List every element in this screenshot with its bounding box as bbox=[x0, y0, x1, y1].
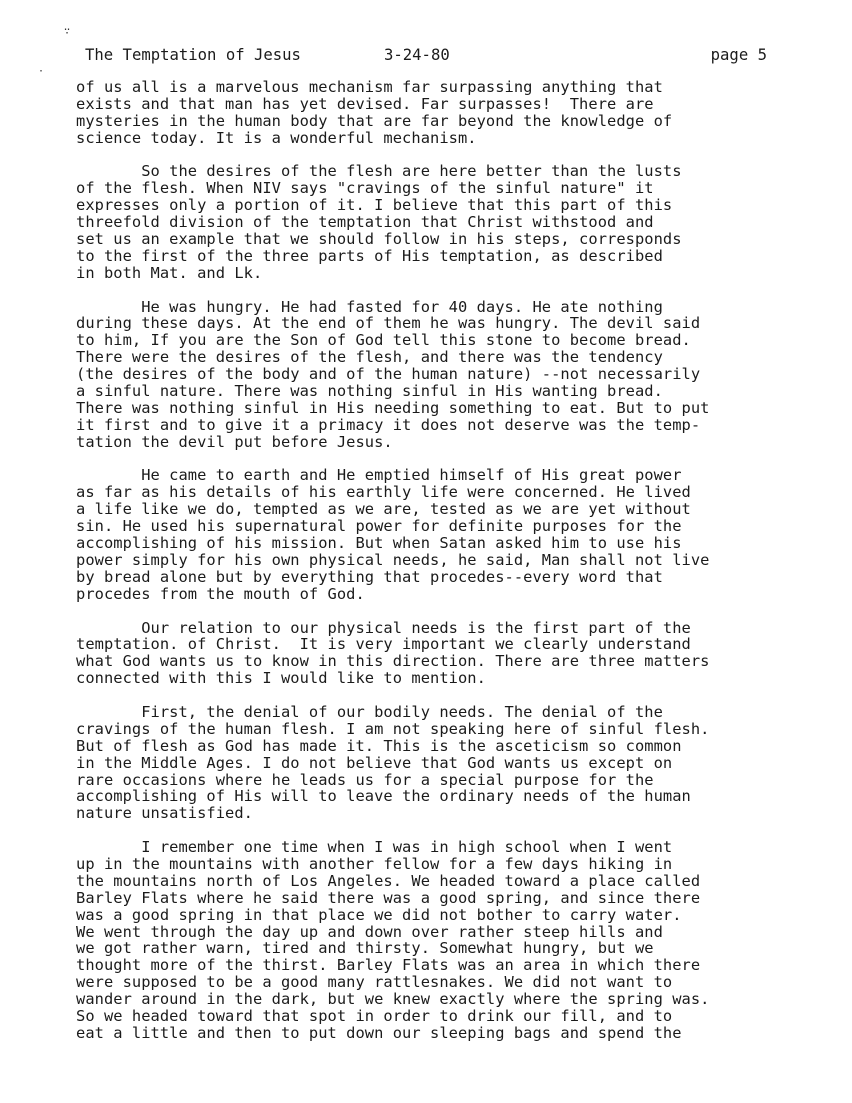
paragraph-gap bbox=[76, 822, 796, 839]
text-line: during these days. At the end of them he was hungry. The devil said bbox=[76, 314, 701, 333]
paragraph-gap bbox=[76, 147, 796, 164]
text-line: temptation. of Christ. It is very important we clearly understand bbox=[76, 635, 691, 654]
text-line: a sinful nature. There was nothing sinful in His wanting bread. bbox=[76, 382, 663, 401]
paragraph-gap bbox=[76, 687, 796, 704]
text-line: There were the desires of the flesh, and there was the tendency bbox=[76, 348, 663, 367]
document-title: The Temptation of Jesus bbox=[85, 46, 301, 64]
text-line: by bread alone but by everything that procedes--every word that bbox=[76, 567, 663, 586]
text-line: set us an example that we should follow in his steps, corresponds bbox=[76, 230, 682, 249]
text-line: I remember one time when I was in high school when I went bbox=[76, 838, 673, 857]
text-line: accomplishing of His will to leave the ordinary needs of the human bbox=[76, 787, 691, 806]
text-line: threefold division of the temptation that Christ withstood and bbox=[76, 213, 654, 232]
text-line: of the flesh. When NIV says "cravings of the sinful nature" it bbox=[76, 179, 654, 198]
text-line: First, the denial of our bodily needs. The denial of the bbox=[76, 702, 663, 721]
text-line: accomplishing of his mission. But when Satan asked him to use his bbox=[76, 534, 682, 553]
text-line: nature unsatisfied. bbox=[76, 804, 254, 823]
text-line: expresses only a portion of it. I believe that this part of this bbox=[76, 196, 673, 215]
text-line: the mountains north of Los Angeles. We headed toward a place called bbox=[76, 871, 701, 890]
margin-speck: ∵ bbox=[64, 26, 71, 37]
paragraph-gap bbox=[76, 451, 796, 468]
text-line: mysteries in the human body that are far beyond the knowledge of bbox=[76, 111, 673, 130]
text-line: eat a little and then to put down our sleeping bags and spend the bbox=[76, 1023, 682, 1042]
text-line: cravings of the human flesh. I am not speaking here of sinful flesh. bbox=[76, 719, 710, 738]
page-number: page 5 bbox=[710, 46, 767, 64]
paragraph-gap bbox=[76, 603, 796, 620]
text-line: power simply for his own physical needs, he said, Man shall not live bbox=[76, 550, 710, 569]
text-line: a life like we do, tempted as we are, tested as we are yet without bbox=[76, 500, 691, 519]
text-line: He came to earth and He emptied himself of His great power bbox=[76, 466, 682, 485]
text-line: in both Mat. and Lk. bbox=[76, 263, 263, 282]
text-line: He was hungry. He had fasted for 40 days. He ate nothing bbox=[76, 297, 663, 316]
text-line: thought more of the thirst. Barley Flats was an area in which there bbox=[76, 956, 701, 975]
text-line: wander around in the dark, but we knew exactly where the spring was. bbox=[76, 990, 710, 1009]
document-date: 3-24-80 bbox=[384, 46, 450, 64]
paragraph bbox=[76, 163, 796, 281]
text-line: Our relation to our physical needs is the first part of the bbox=[76, 618, 691, 637]
text-line: were supposed to be a good many rattlesnakes. We did not want to bbox=[76, 973, 673, 992]
text-line: tation the devil put before Jesus. bbox=[76, 432, 393, 451]
paragraph bbox=[76, 467, 796, 602]
paragraph bbox=[76, 79, 796, 147]
text-line: So we headed toward that spot in order to drink our fill, and to bbox=[76, 1006, 673, 1025]
text-line: in the Middle Ages. I do not believe that God wants us except on bbox=[76, 753, 673, 772]
text-line: exists and that man has yet devised. Far surpasses! There are bbox=[76, 94, 654, 113]
text-line: we got rather warn, tired and thirsty. Somewhat hungry, but we bbox=[76, 939, 654, 958]
text-line: to him, If you are the Son of God tell this stone to become bread. bbox=[76, 331, 691, 350]
text-line: of us all is a marvelous mechanism far surpassing anything that bbox=[76, 78, 663, 96]
page-header bbox=[85, 46, 775, 66]
text-line: connected with this I would like to mention. bbox=[76, 669, 486, 688]
text-line: what God wants us to know in this direction. There are three matters bbox=[76, 652, 710, 671]
text-line: was a good spring in that place we did not bother to carry water. bbox=[76, 905, 682, 924]
paragraph-gap bbox=[76, 282, 796, 299]
paragraph bbox=[76, 704, 796, 822]
text-line: We went through the day up and down over rather steep hills and bbox=[76, 922, 663, 941]
text-line: up in the mountains with another fellow for a few days hiking in bbox=[76, 854, 673, 873]
text-line: it first and to give it a primacy it does not deserve was the temp- bbox=[76, 415, 701, 434]
paragraph bbox=[76, 620, 796, 688]
paragraph bbox=[76, 839, 796, 1042]
text-line: But of flesh as God has made it. This is the asceticism so common bbox=[76, 736, 682, 755]
text-line: procedes from the mouth of God. bbox=[76, 584, 365, 603]
text-line: as far as his details of his earthly life were concerned. He lived bbox=[76, 483, 691, 502]
text-line: (the desires of the body and of the human nature) --not necessarily bbox=[76, 365, 701, 384]
text-line: to the first of the three parts of His temptation, as described bbox=[76, 246, 663, 265]
margin-speck: · bbox=[38, 66, 45, 77]
page-body bbox=[76, 79, 796, 1042]
text-line: sin. He used his supernatural power for definite purposes for the bbox=[76, 517, 682, 536]
text-line: Barley Flats where he said there was a good spring, and since there bbox=[76, 888, 701, 907]
text-line: rare occasions where he leads us for a special purpose for the bbox=[76, 770, 654, 789]
paragraph bbox=[76, 299, 796, 451]
text-line: science today. It is a wonderful mechanism. bbox=[76, 128, 477, 147]
text-line: There was nothing sinful in His needing something to eat. But to put bbox=[76, 398, 710, 417]
text-line: So the desires of the flesh are here better than the lusts bbox=[76, 162, 682, 181]
